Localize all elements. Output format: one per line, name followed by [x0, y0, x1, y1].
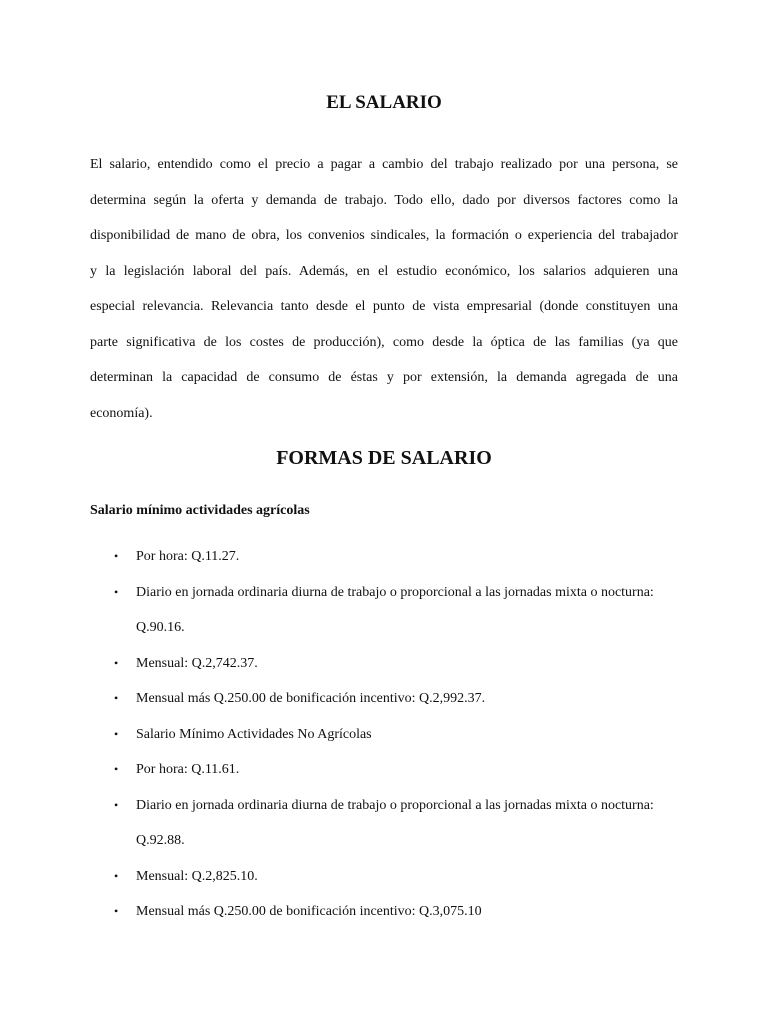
bullet-icon: • — [114, 655, 119, 670]
intro-line: determina según la oferta y demanda de trabajo. Todo ello, dado por diversos factores como la — [90, 192, 678, 208]
list-item — [0, 752, 768, 788]
bullet-icon: • — [114, 904, 119, 918]
bullet-icon: • — [114, 762, 119, 776]
list-item-text: Diario en jornada ordinaria diurna de trabajo o proporcional a las jornadas mixta o nocturna: Q.92.88. — [136, 797, 654, 848]
list-item-text: Mensual más Q.250.00 de bonificación incentivo: Q.3,075.10 — [136, 904, 482, 919]
list-item — [0, 575, 768, 646]
list-item — [0, 894, 768, 930]
list-item — [0, 717, 768, 753]
intro-line: disponibilidad de mano de obra, los convenios sindicales, la formación o experiencia del trabajador — [90, 228, 678, 243]
bullet-icon: • — [114, 868, 119, 883]
list-item — [0, 859, 768, 895]
list-item-text: Por hora: Q.11.27. — [136, 549, 240, 564]
list-item-text: Mensual: Q.2,825.10. — [136, 868, 258, 884]
bullet-icon: • — [114, 549, 119, 563]
bullet-icon: • — [114, 726, 119, 741]
list-item — [0, 539, 768, 575]
list-item-text: Salario Mínimo Actividades No Agrícolas — [136, 726, 372, 742]
intro-line: especial relevancia. Relevancia tanto desde el punto de vista empresarial (donde constituyen una — [90, 299, 678, 314]
list-item — [0, 646, 768, 682]
list-item — [0, 788, 768, 859]
list-item-text: Mensual más Q.250.00 de bonificación incentivo: Q.2,992.37. — [136, 691, 486, 706]
bullet-icon: • — [114, 691, 119, 705]
intro-line: economía). — [90, 405, 153, 421]
list-item-text: Diario en jornada ordinaria diurna de trabajo o proporcional a las jornadas mixta o nocturna: Q.90.16. — [136, 584, 654, 635]
list-item-text: Mensual: Q.2,742.37. — [136, 655, 258, 671]
salary-list — [0, 539, 768, 930]
bullet-icon: • — [114, 797, 119, 812]
intro-line: determinan la capacidad de consumo de éstas y por extensión, la demanda agregada de una — [90, 370, 678, 385]
intro-line: El salario, entendido como el precio a pagar a cambio del trabajo realizado por una persona, se — [90, 157, 678, 172]
section-subheading: Salario mínimo actividades agrícolas — [90, 503, 310, 518]
list-item — [0, 681, 768, 717]
intro-paragraph — [90, 147, 678, 431]
intro-line: y la legislación laboral del país. Además, en el estudio económico, los salarios adquieren una — [90, 263, 678, 279]
bullet-icon: • — [114, 584, 119, 599]
section-title: FORMAS DE SALARIO — [276, 447, 492, 469]
page-title: EL SALARIO — [326, 92, 442, 113]
list-item-text: Por hora: Q.11.61. — [136, 762, 240, 777]
intro-line: parte significativa de los costes de producción), como desde la óptica de las familias (ya que — [90, 334, 678, 350]
